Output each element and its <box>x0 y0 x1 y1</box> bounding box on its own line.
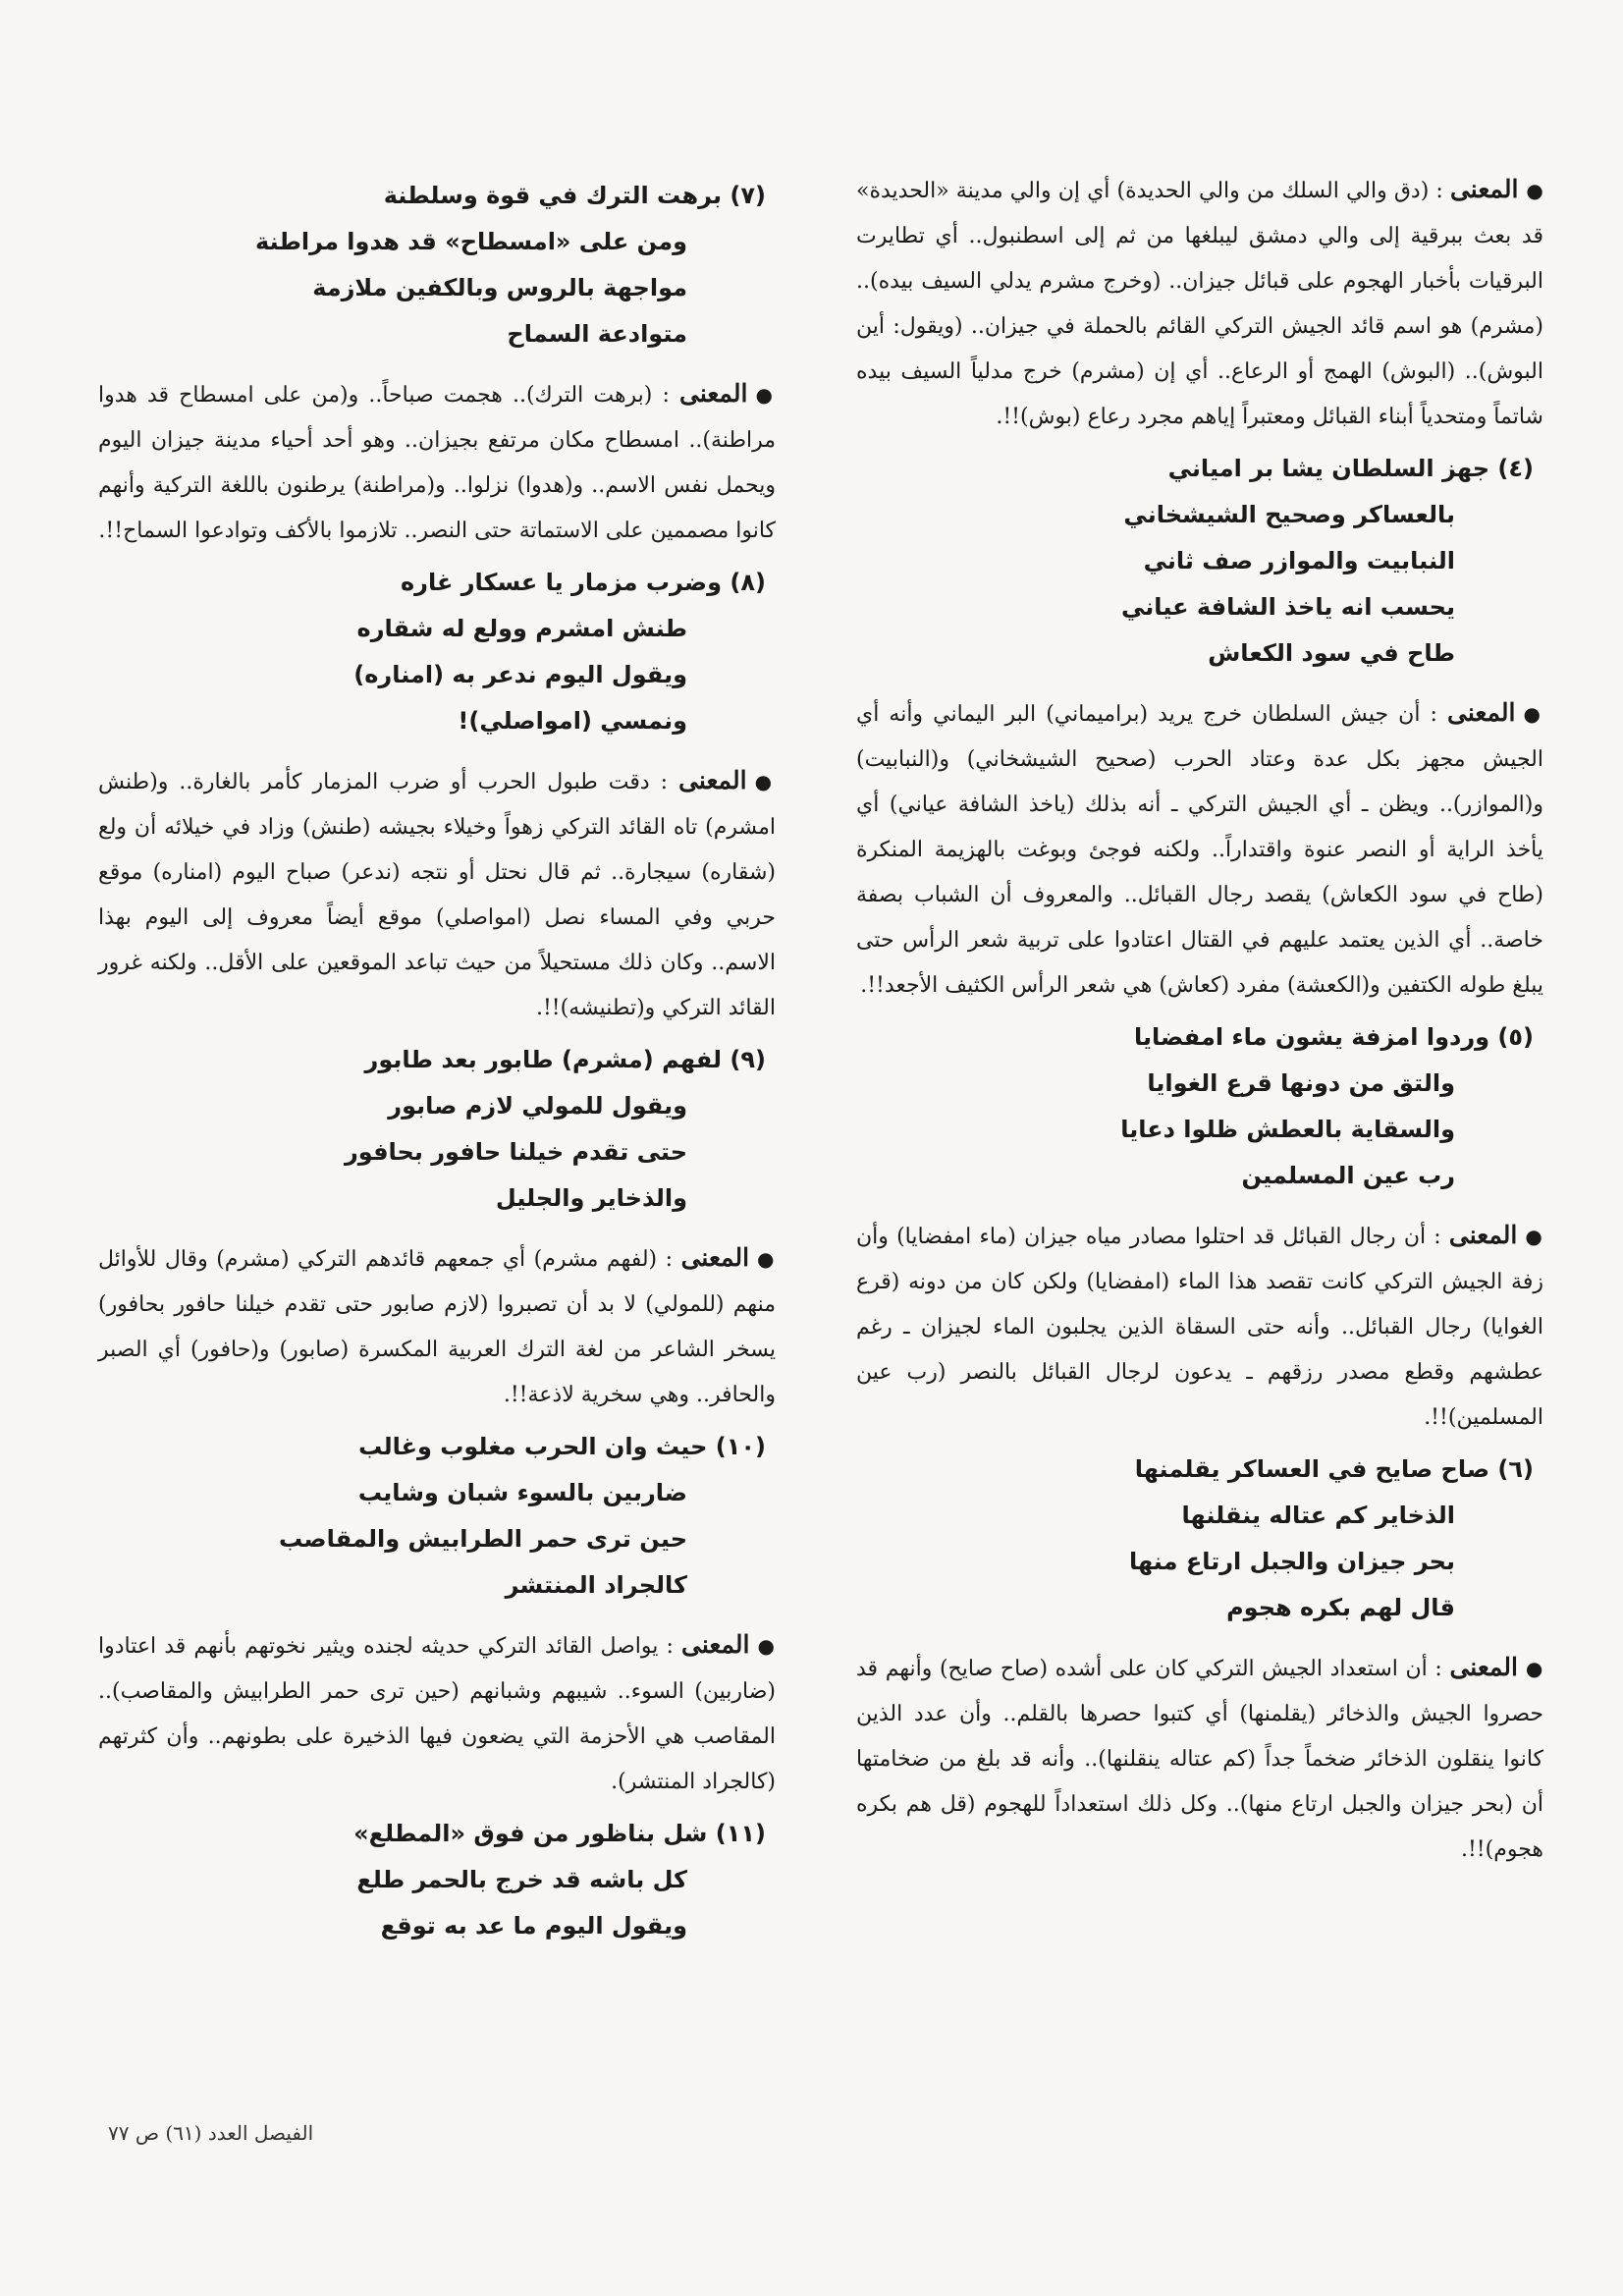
verse-line: كالجراد المنتشر <box>505 1571 687 1599</box>
verse-line: (٩) لفهم (مشرم) طابور بعد طابور <box>364 1046 766 1073</box>
bullet-icon: ● <box>1525 1657 1544 1680</box>
meaning-paragraph-3 <box>856 1213 1543 1441</box>
meaning-text: : يواصل القائد التركي حديثه لجنده ويثير نخوتهم بأنهم قد اعتادوا (ضاربين) السوء.. شيبهم وشبانهم (حين ترى حمر الطرابيش والمقاصب).. المقاصب هي الأحزمة التي يضعون فيها الذخيرة على بطونهم.. وأن كثرتهم (كالجراد المنتشر). <box>98 1634 776 1794</box>
verse-line: الذخاير كم عتاله ينقلنها <box>1181 1502 1455 1529</box>
meaning-paragraph-5 <box>98 371 776 554</box>
meaning-paragraph-2 <box>856 690 1543 1009</box>
verse-line: متوادعة السماح <box>507 320 687 348</box>
meaning-label: المعنى <box>1449 1653 1518 1681</box>
verse-line: (٦) صاح صايح في العساكر يقلمنها <box>1134 1455 1534 1483</box>
verse-line: (١٠) حيث وان الحرب مغلوب وغالب <box>358 1433 766 1460</box>
verse-10 <box>98 1424 776 1609</box>
verse-line: ضاربين بالسوء شبان وشايب <box>357 1479 687 1506</box>
meaning-text: : (دق والي السلك من والي الحديدة) أي إن والي مدينة «الحديدة» قد بعث ببرقية إلى والي دمشق ليبلغها من ثم إلى اسطنبول.. أي تطايرت البرقيات بأخبار الهجوم على قبائل جيزان.. (وخرج مشرم يدلي السيف بيده).. (مشرم) هو اسم قائد الجيش التركي القائم بالحملة في جيزان.. (ويقول: أين البوش).. (البوش) الهمج أو الرعاع.. أي إن (مشرم) خرج مدلياً السيف بيده شاتماً ومتحدياً أبناء القبائل ومعتبراً إياهم مجرد رعاع (بوش)!!. <box>856 179 1543 429</box>
meaning-text: : (برهت الترك).. هجمت صباحاً.. و(من على امسطاح قد هدوا مراطنة).. امسطاح مكان مرتفع بجيزان.. وهو أحد أحياء مدينة جيزان اليوم ويحمل نفس الاسم.. و(هدوا) نزلوا.. و(مراطنة) يرطنون باللغة التركية وأنهم كانوا مصممين على الاستماتة حتى النصر.. تلازموا بالأكف وتوادعوا السماح!!. <box>98 383 776 543</box>
verse-line: والسقاية بالعطش ظلوا دعايا <box>1120 1116 1455 1143</box>
meaning-label: المعنى <box>678 379 748 408</box>
verse-line: رب عين المسلمين <box>1241 1162 1455 1189</box>
verse-line: (٧) برهت الترك في قوة وسلطنة <box>383 182 766 209</box>
verse-line: والذخاير والجليل <box>495 1184 687 1212</box>
verse-line: (٨) وضرب مزمار يا عسكار غاره <box>400 569 766 596</box>
verse-line: ومن على «امسطاح» قد هدوا مراطنة <box>254 228 687 255</box>
verse-4 <box>856 446 1543 677</box>
page-footer: الفيصل العدد (٦١) ص ٧٧ <box>108 2121 314 2145</box>
bullet-icon: ● <box>1525 1225 1543 1248</box>
verse-line: (١١) شل بناظور من فوق «المطلع» <box>353 1820 766 1847</box>
left-column <box>98 167 776 1963</box>
bullet-icon: ● <box>1523 702 1543 726</box>
meaning-text: : أن رجال القبائل قد احتلوا مصادر مياه جيزان (ماء امفضايا) وأن زفة الجيش التركي كانت تقصد هذا الماء (امفضايا) ولكن كان من دونه (قرع الغوايا) رجال القبائل.. وأنه حتى السقاة الذين يجلبون الماء لجيزان ـ رغم عطشهم وقطع مصدر رزقهم ـ يدعون لرجال القبائل بالنصر (رب عين المسلمين)!!. <box>856 1225 1543 1430</box>
meaning-label: المعنى <box>1447 698 1516 727</box>
bullet-icon: ● <box>754 770 777 793</box>
meaning-paragraph-7 <box>98 1235 776 1418</box>
meaning-paragraph-6 <box>98 758 776 1031</box>
meaning-label: المعنى <box>1448 1221 1518 1249</box>
meaning-text: : أن جيش السلطان خرج يريد (براميماني) البر اليماني وأنه أي الجيش مجهز بكل عدة وعتاد الحرب (صحيح الشيشخاني) و(النبابيت) و(الموازر).. ويظن ـ أي الجيش التركي ـ أنه بذلك (ياخذ الشافة عياني) أي يأخذ الراية أو النصر عنوة واقتداراً.. ولكنه فوجئ وبوغت بالهزيمة المنكرة (طاح في سود الكعاش) يقصد رجال القبائل.. والمعروف أن الشباب بصفة خاصة.. أي الذين يعتمد عليهم في القتال اعتادوا على تربية شعر الرأس حتى يبلغ طوله الكتفين و(الكعشة) مفرد (كعاش) هي شعر الرأس الكثيف الأجعد!!. <box>856 702 1544 998</box>
verse-line: طاح في سود الكعاش <box>1208 639 1455 667</box>
bullet-icon: ● <box>1526 179 1543 202</box>
bullet-icon: ● <box>757 1247 776 1271</box>
meaning-text: : أن استعداد الجيش التركي كان على أشده (صاح صايح) وأنهم قد حصروا الجيش والذخائر (يقلمنها) أي كتبوا حصرها بالقلم.. وأن عدد الذين كانوا ينقلون الذخائر ضخماً جداً (كم عتاله ينقلنها).. وأنه قد بلغ من ضخامتها أن (بحر جيزان والجبل ارتاع منها).. وكل ذلك استعداداً للهجوم (قل هم بكره هجوم)!!. <box>856 1657 1543 1862</box>
verse-line: النبابيت والموازر صف ثاني <box>1143 547 1455 574</box>
bullet-icon: ● <box>757 1634 777 1658</box>
bullet-icon: ● <box>755 383 776 407</box>
verse-line: بالعساكر وصحيح الشيشخاني <box>1123 501 1455 528</box>
verse-8 <box>98 560 776 744</box>
verse-line: والتق من دونها قرع الغوايا <box>1147 1069 1455 1097</box>
verse-line: طنش امشرم وولع له شقاره <box>356 615 687 642</box>
verse-line: ويقول اليوم ما عد به توقع <box>380 1912 687 1940</box>
meaning-text: : دقت طبول الحرب أو ضرب المزمار كأمر بالغارة.. و(طنش امشرم) تاه القائد التركي زهواً وخيلاء بجيشه (طنش) وزاد في خيلائه أن ولع (شقاره) سيجارة.. ثم قال نحتل أو نتجه (ندعر) صباح اليوم (امناره) موقع حربي وفي المساء نصل (امواصلي) موقع أيضاً معروف إلى اليوم بهذا الاسم.. وكان ذلك مستحيلاً من حيث تباعد الموقعين على الأقل.. ولكنه غرور القائد التركي و(تطنيشه)!!. <box>98 770 776 1020</box>
meaning-text: : (لفهم مشرم) أي جمعهم قائدهم التركي (مشرم) وقال للأوائل منهم (للمولي) لا بد أن تصبروا (لازم صابور حتى تقدم خيلنا حافور بحافور) يسخر الشاعر من لغة الترك العربية المكسرة (صابور) و(حافور) أي الصبر والحافر.. وهي سخرية لاذعة!!. <box>98 1247 776 1407</box>
right-column <box>856 167 1543 1879</box>
meaning-paragraph-8 <box>98 1622 776 1805</box>
verse-9 <box>98 1037 776 1222</box>
verse-line: قال لهم بكره هجوم <box>1226 1594 1455 1621</box>
verse-line: بحر جيزان والجبل ارتاع منها <box>1128 1548 1455 1575</box>
verse-line: (٤) جهز السلطان يشا بر امياني <box>1167 455 1534 482</box>
verse-line: يحسب انه ياخذ الشافة عياني <box>1121 593 1455 621</box>
verse-5 <box>856 1014 1543 1199</box>
verse-7 <box>98 173 776 357</box>
verse-6 <box>856 1447 1543 1631</box>
verse-line: ونمسي (امواصلي)! <box>458 707 687 735</box>
meaning-label: المعنى <box>681 1630 750 1659</box>
meaning-paragraph-4 <box>856 1645 1543 1873</box>
verse-line: كل باشه قد خرج بالحمر طلع <box>356 1866 687 1893</box>
verse-line: مواجهة بالروس وبالكفين ملازمة <box>312 274 687 301</box>
verse-line: حتى تقدم خيلنا حافور بحافور <box>344 1138 687 1166</box>
verse-line: حين ترى حمر الطرابيش والمقاصب <box>278 1525 687 1553</box>
verse-line: (٥) وردوا امزفة يشون ماء امفضايا <box>1134 1023 1534 1051</box>
meaning-paragraph-1 <box>856 167 1543 440</box>
verse-line: ويقول اليوم ندعر به (امناره) <box>353 661 687 688</box>
verse-line: ويقول للمولي لازم صابور <box>388 1092 687 1120</box>
meaning-label: المعنى <box>680 1243 750 1272</box>
meaning-label: المعنى <box>678 766 747 794</box>
verse-11 <box>98 1811 776 1949</box>
meaning-label: المعنى <box>1449 175 1519 203</box>
